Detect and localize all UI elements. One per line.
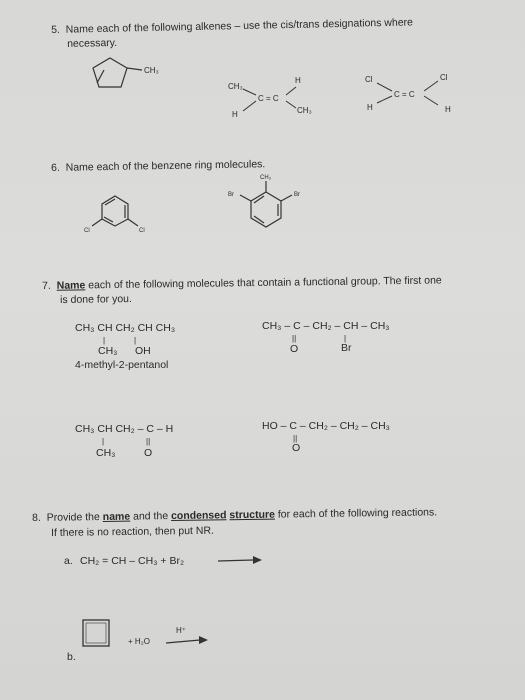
molecule-7c-sub-1: CH₃ [96,447,116,459]
question-8-line2: If there is no reaction, then put NR. [51,524,214,539]
molecule-7a-substituents: CH₃ OH [98,345,151,357]
question-6-number: 6. [51,161,60,174]
reaction-a-label: a. [64,555,73,567]
molecule-7d-main: HO – C – CH₂ – CH₂ – CH₃ [262,420,390,432]
molecule-7c-sub-2: O [144,447,153,459]
alkene-3-bottom-left: H [367,103,373,112]
question-8-part-1: Provide the [46,511,103,524]
dibromotoluene-right-br: Br [294,192,300,198]
molecule-7b-sub-2: Br [341,342,352,354]
molecule-7c-bond-1: | [102,437,105,446]
dibromotoluene-structure [240,181,292,227]
reaction-b-reagent: + H₂O [128,637,150,646]
reaction-a-equation: CH₂ = CH – CH₃ + Br₂ [80,555,185,567]
molecule-7a-bonds: | | [103,336,137,345]
alkene-3-top-left: Cl [365,75,373,84]
question-7-line2: is done for you. [60,292,132,306]
question-7-number: 7. [42,279,51,292]
alkene-2-top-left: CH₃ [228,82,243,91]
alkene-2-bottom-right: CH₃ [297,106,312,115]
molecule-7a-main: CH₃ CH CH₂ CH CH₃ [75,322,176,334]
question-8-number: 8. [32,511,41,524]
alkene-2-top-right: H [295,76,301,85]
alkene-3-bottom-right: H [445,105,451,114]
question-8-part-4: for each of the following reactions. [274,506,438,521]
question-5-number: 5. [51,23,61,36]
reaction-b-arrowhead [199,636,208,644]
question-6-prompt: Name each of the benzene ring molecules. [65,158,266,174]
molecule-7d-sub: O [292,442,301,454]
question-7-name-word: Name [56,279,86,292]
alkene-2-bottom-left: H [232,110,238,119]
reaction-b-catalyst: H⁺ [176,626,186,635]
molecule-7c-bond-2: || [146,437,151,446]
molecule-7c-main: CH₃ CH CH₂ – C – H [75,423,174,435]
molecule-7b-main: CH₃ – C – CH₂ – CH – CH₃ [262,320,390,332]
dichlorobenzene-structure [92,196,138,226]
molecule-7b-bond-2: | [344,334,347,343]
methyl-substituent: CH₃ [144,66,159,75]
alkene-3-top-right: Cl [440,73,448,82]
question-8-structure-word: structure [229,508,275,522]
question-5-line1: Name each of the following alkenes – use the cis/trans designations where [65,16,414,36]
alkene-2-core: C = C [258,94,279,103]
molecule-7a-answer: 4-methyl-2-pentanol [75,359,169,371]
question-7-line1: each of the following molecules that contain a functional group. The first one [85,274,442,292]
reaction-a-arrowhead [253,556,262,564]
alkene-3-core: C = C [394,90,415,99]
methylcyclopentene-structure [93,58,142,87]
reaction-a-arrow [218,560,253,561]
question-8-condensed-word: condensed [170,509,227,523]
dichlorobenzene-right-cl: Cl [139,228,145,234]
molecule-7d-bond: || [293,434,298,443]
question-5-line2: necessary. [67,36,118,50]
reaction-b-arrow [166,640,200,643]
molecule-7b-sub-1: O [290,343,299,355]
molecule-7b-bond-1: || [292,334,297,343]
dichlorobenzene-left-cl: Cl [84,228,90,234]
cyclobutane-structure [83,620,109,646]
dibromotoluene-methyl: CH₃ [260,175,272,181]
question-8-part-2: and the [130,510,172,523]
dibromotoluene-left-br: Br [228,192,234,198]
reaction-b-label: b. [67,651,76,663]
question-8-name-word: name [102,510,131,524]
